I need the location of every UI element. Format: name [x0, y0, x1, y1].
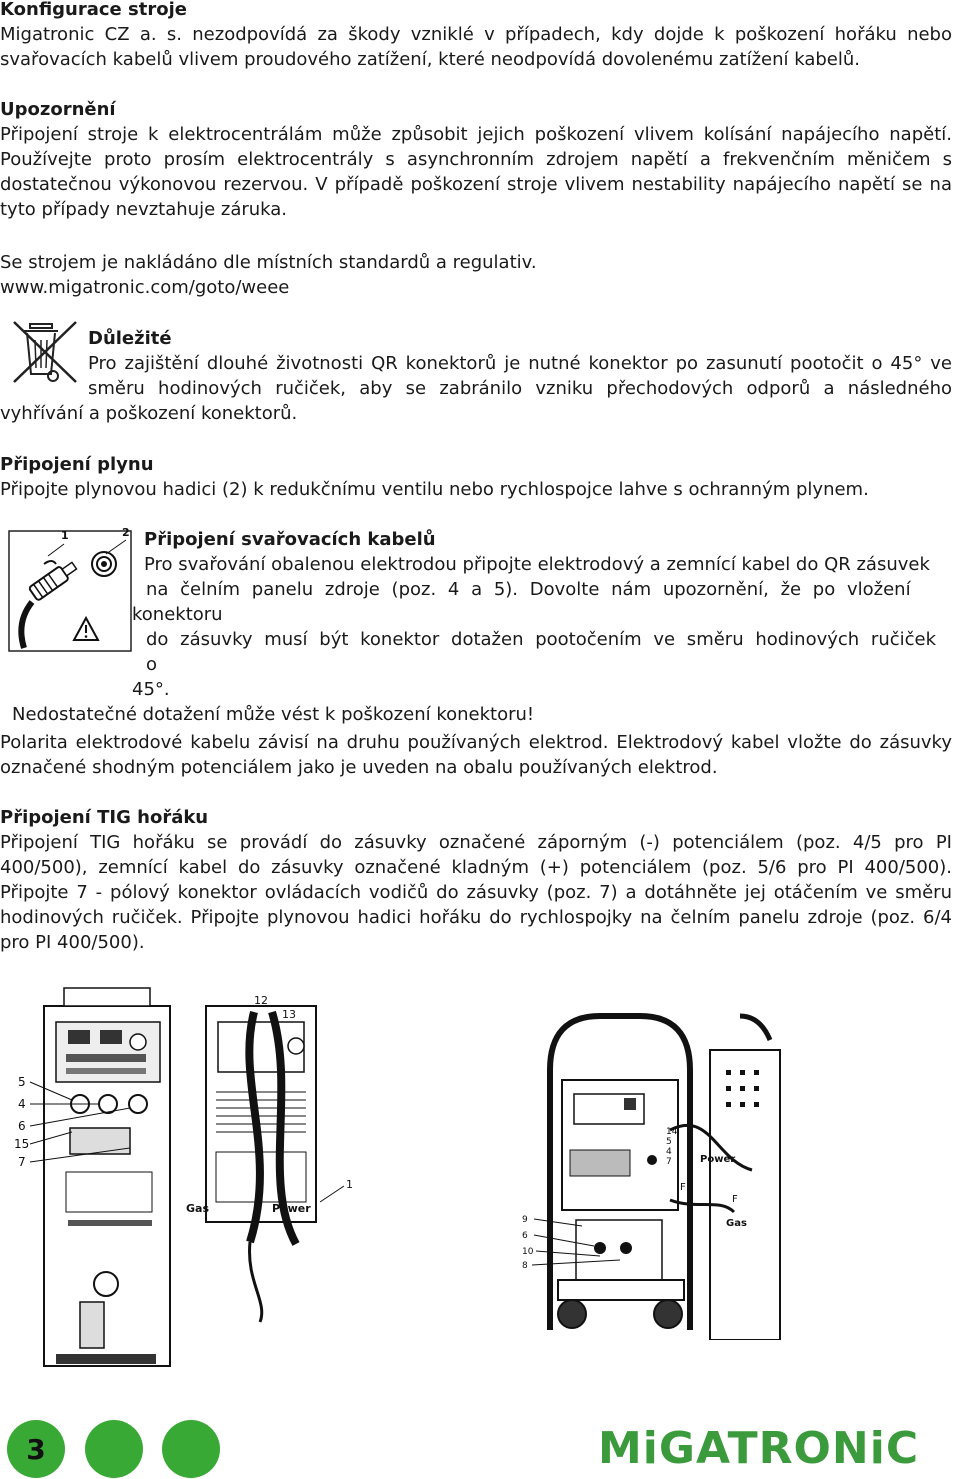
- fig-left-label-4: 4: [18, 1097, 26, 1111]
- gas-text: Připojte plynovou hadici (2) k redukčnímu ventilu nebo rychlospojce lahve s ochranným plynem.: [0, 479, 869, 500]
- fig-right-label-7: 7: [666, 1157, 672, 1167]
- polarity-section: [0, 730, 952, 780]
- fig-right-label-14: 14: [666, 1127, 678, 1137]
- machine-trolley-figure: [520, 1010, 800, 1340]
- important-section: [0, 326, 952, 426]
- warning-p3: V případě poškození stroje vlivem nestability napájecího napětí se na tyto případy nevztahuje záruka.: [0, 174, 952, 220]
- migatronic-logo: MiGATRONiC: [598, 1423, 920, 1474]
- fig-right-label-5: 5: [666, 1137, 672, 1147]
- important-heading: Důležité: [88, 328, 172, 349]
- fig-right-power-label: Power: [700, 1154, 736, 1165]
- disposal-text: Se strojem je nakládáno dle místních standardů a regulativ.: [0, 252, 537, 273]
- cables-line6: Nedostatečné dotažení může vést k poškození konektoru!: [12, 704, 535, 725]
- tig-section: [0, 805, 952, 955]
- fig-label-1: 1: [61, 529, 69, 542]
- fig-left-gas-label: Gas: [186, 1202, 209, 1215]
- warning-heading: Upozornění: [0, 99, 116, 120]
- fig-left-label-12: 12: [254, 994, 268, 1007]
- fig-right-label-9: 9: [522, 1215, 528, 1225]
- cables-line2: na čelním panelu zdroje (poz. 4 a 5). Dovolte nám upozornění, že po vložení: [146, 579, 911, 600]
- warning-p1: Připojení stroje k elektrocentrálám může způsobit jejich poškození vlivem kolísání napájecího napětí.: [0, 124, 952, 145]
- config-text: Migatronic CZ a. s. nezodpovídá za škody vzniklé v případech, kdy dojde k poškození hořáku nebo svařovacích kabelů vlivem proudového zatížení, které neodpovídá dovolenému zatížení kabelů.: [0, 24, 952, 70]
- fig-right-gas-label: Gas: [726, 1218, 747, 1229]
- fig-left-label-6: 6: [18, 1119, 26, 1133]
- cables-line1: Pro svařování obalenou elektrodou připojte elektrodový a zemnící kabel do QR zásuvek: [144, 554, 930, 575]
- gas-heading: Připojení plynu: [0, 454, 154, 475]
- gas-section: [0, 452, 952, 502]
- fig-label-2: 2: [122, 526, 130, 539]
- page-number: 3: [26, 1433, 46, 1466]
- tig-text: Připojení TIG hořáku se provádí do zásuvky označené záporným (-) potenciálem (poz. 4/5 pro PI 400/500), zemnící kabel do zásuvky označené kladným (+) potenciálem (poz. 5/6 pro PI 400/500). Připojte 7 - pólový konektor ovládacích vodičů do zásuvky (poz. 7) a dotáhněte jej otáčením ve směru hodinových ručiček. Připojte plynovou hadici hořáku do rychlospojky na čelním panelu zdroje (poz. 6/4 pro PI 400/500).: [0, 832, 952, 953]
- tig-heading: Připojení TIG hořáku: [0, 807, 209, 828]
- machine-front-figure: [10, 982, 380, 1372]
- fig-left-label-13: 13: [282, 1008, 296, 1021]
- fig-right-label-6: 6: [522, 1231, 528, 1241]
- config-heading: Konfigurace stroje: [0, 0, 187, 20]
- polarity-text: Polarita elektrodové kabelu závisí na druhu používaných elektrod. Elektrodový kabel vložte do zásuvky označené shodným potenciálem jako je uveden na obalu používaných elektrod.: [0, 732, 952, 778]
- warning-p2: Používejte proto prosím elektrocentrály s asynchronním zdrojem napětí a frekvenčním měničem s dostatečnou výkonovou rezervou.: [0, 149, 952, 195]
- cables-line5: 45°.: [132, 679, 170, 700]
- config-section: [0, 0, 952, 72]
- page-number-circle: [6, 1419, 66, 1479]
- fig-right-f-label-2: F: [732, 1194, 738, 1205]
- weee-url[interactable]: www.migatronic.com/goto/weee: [0, 277, 290, 298]
- decor-circle-3: [161, 1419, 221, 1479]
- fig-left-label-7: 7: [18, 1155, 26, 1169]
- decor-circle-2: [84, 1419, 144, 1479]
- disposal-section: [0, 250, 952, 300]
- important-text: Pro zajištění dlouhé životnosti QR konektorů je nutné konektor po zasunutí pootočit o 45° ve směru hodinových ručiček, aby se zabránilo vzniku přechodových odporů a následného vyhřívání a poškození konektorů.: [0, 353, 952, 424]
- cables-line4: do zásuvky musí být konektor dotažen pootočením ve směru hodinových ručiček o: [146, 629, 937, 675]
- fig-left-label-15: 15: [14, 1137, 30, 1151]
- cables-heading: Připojení svařovacích kabelů: [144, 529, 436, 550]
- fig-left-power-label: Power: [272, 1202, 311, 1215]
- fig-left-label-1: 1: [346, 1178, 353, 1191]
- fig-right-label-4: 4: [666, 1147, 672, 1157]
- cables-line3: konektoru: [132, 604, 223, 625]
- fig-left-label-5: 5: [18, 1075, 26, 1089]
- fig-right-label-8: 8: [522, 1261, 528, 1271]
- warning-section: [0, 97, 952, 222]
- fig-right-f-label-1: F: [680, 1182, 686, 1193]
- fig-right-label-10: 10: [522, 1247, 534, 1257]
- cables-section: [0, 527, 952, 727]
